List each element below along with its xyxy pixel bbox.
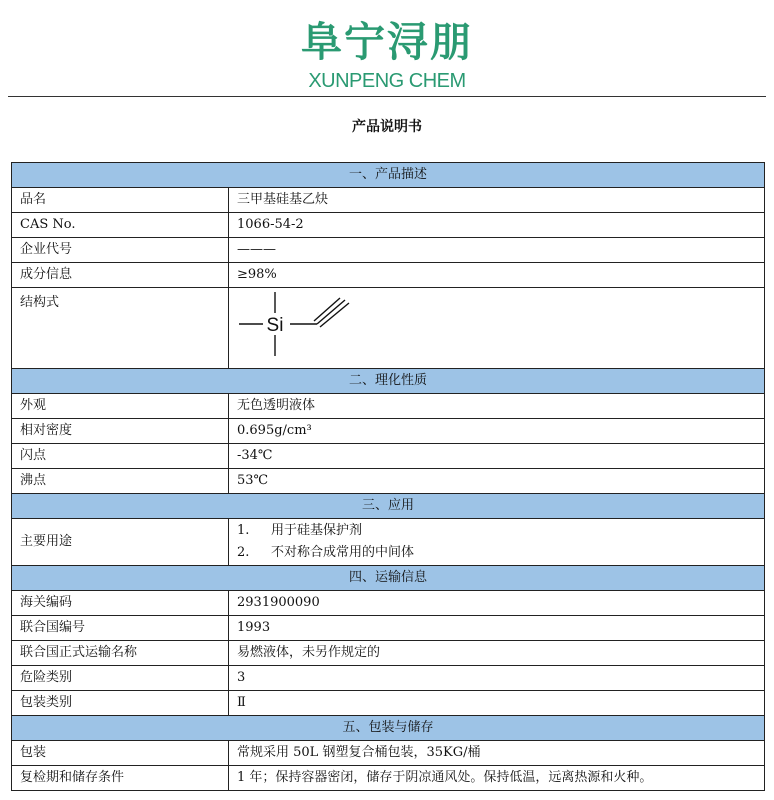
- row-label: 海关编码: [12, 591, 229, 616]
- silicon-atom-label: Si: [266, 315, 284, 336]
- section-header-row: [12, 494, 765, 519]
- row-label: 品名: [12, 188, 229, 213]
- section-title-packaging: 五、包装与储存: [12, 716, 765, 741]
- company-logo-chinese: 阜宁浔朋: [301, 18, 473, 66]
- section-header-row: [12, 163, 765, 188]
- row-value: 0.695g/cm³: [229, 419, 765, 444]
- structure-formula-cell: [229, 288, 765, 369]
- row-label: 危险类别: [12, 666, 229, 691]
- document-title: 产品说明书: [352, 119, 422, 135]
- row-value: Ⅱ: [229, 691, 765, 716]
- table-row: [12, 444, 765, 469]
- row-label: 沸点: [12, 469, 229, 494]
- row-value: 1066-54-2: [229, 213, 765, 238]
- table-row: [12, 591, 765, 616]
- row-label: 联合国编号: [12, 616, 229, 641]
- row-value: 无色透明液体: [229, 394, 765, 419]
- row-value: 三甲基硅基乙炔: [229, 188, 765, 213]
- row-label: 外观: [12, 394, 229, 419]
- list-item-text: 不对称合成常用的中间体: [271, 545, 415, 560]
- row-label: 相对密度: [12, 419, 229, 444]
- table-row: [12, 666, 765, 691]
- section-header-row: [12, 566, 765, 591]
- row-label: 主要用途: [12, 519, 229, 566]
- list-item: [237, 520, 756, 542]
- section-header-row: [12, 369, 765, 394]
- row-value: ———: [229, 238, 765, 263]
- table-row: [12, 766, 765, 791]
- row-value: -34℃: [229, 444, 765, 469]
- structural-formula: [237, 290, 377, 358]
- row-value: 常规采用 50L 钢塑复合桶包装，35KG/桶: [229, 741, 765, 766]
- section-title-applications: 三、应用: [12, 494, 765, 519]
- section-title-description: 一、产品描述: [12, 163, 765, 188]
- list-item-text: 用于硅基保护剂: [271, 523, 363, 538]
- company-logo-english: XUNPENG CHEM: [308, 70, 466, 92]
- row-value: 1993: [229, 616, 765, 641]
- list-item-number: 1.: [237, 523, 250, 538]
- row-value: 53℃: [229, 469, 765, 494]
- uses-row: [12, 519, 765, 566]
- triple-bond-line: [320, 303, 349, 327]
- table-row: [12, 263, 765, 288]
- row-value: ≥98%: [229, 263, 765, 288]
- table-row: [12, 691, 765, 716]
- structure-row: [12, 288, 765, 369]
- table-row: [12, 641, 765, 666]
- row-label: 结构式: [12, 288, 229, 369]
- header-divider: [8, 96, 766, 97]
- section-title-properties: 二、理化性质: [12, 369, 765, 394]
- product-spec-table: [11, 162, 765, 791]
- table-row: [12, 394, 765, 419]
- row-value: 3: [229, 666, 765, 691]
- row-label: 联合国正式运输名称: [12, 641, 229, 666]
- row-label: 复检期和储存条件: [12, 766, 229, 791]
- row-value: 易燃液体，未另作规定的: [229, 641, 765, 666]
- section-header-row: [12, 716, 765, 741]
- table-row: [12, 188, 765, 213]
- table-row: [12, 616, 765, 641]
- table-row: [12, 213, 765, 238]
- table-row: [12, 741, 765, 766]
- triple-bond-line: [314, 298, 340, 321]
- row-label: 企业代号: [12, 238, 229, 263]
- row-label: 闪点: [12, 444, 229, 469]
- table-row: [12, 419, 765, 444]
- row-label: 成分信息: [12, 263, 229, 288]
- table-row: [12, 469, 765, 494]
- row-value: 1 年；保持容器密闭，储存于阴凉通风处。保持低温，远离热源和火种。: [229, 766, 765, 791]
- list-item-number: 2.: [237, 545, 250, 560]
- row-label: CAS No.: [12, 213, 229, 238]
- document-header: [0, 0, 774, 96]
- row-label: 包装: [12, 741, 229, 766]
- table-row: [12, 238, 765, 263]
- row-label: 包装类别: [12, 691, 229, 716]
- list-item: [237, 542, 756, 564]
- section-title-transport: 四、运输信息: [12, 566, 765, 591]
- uses-list: [229, 519, 765, 566]
- row-value: 2931900090: [229, 591, 765, 616]
- triple-bond-line: [317, 300, 345, 324]
